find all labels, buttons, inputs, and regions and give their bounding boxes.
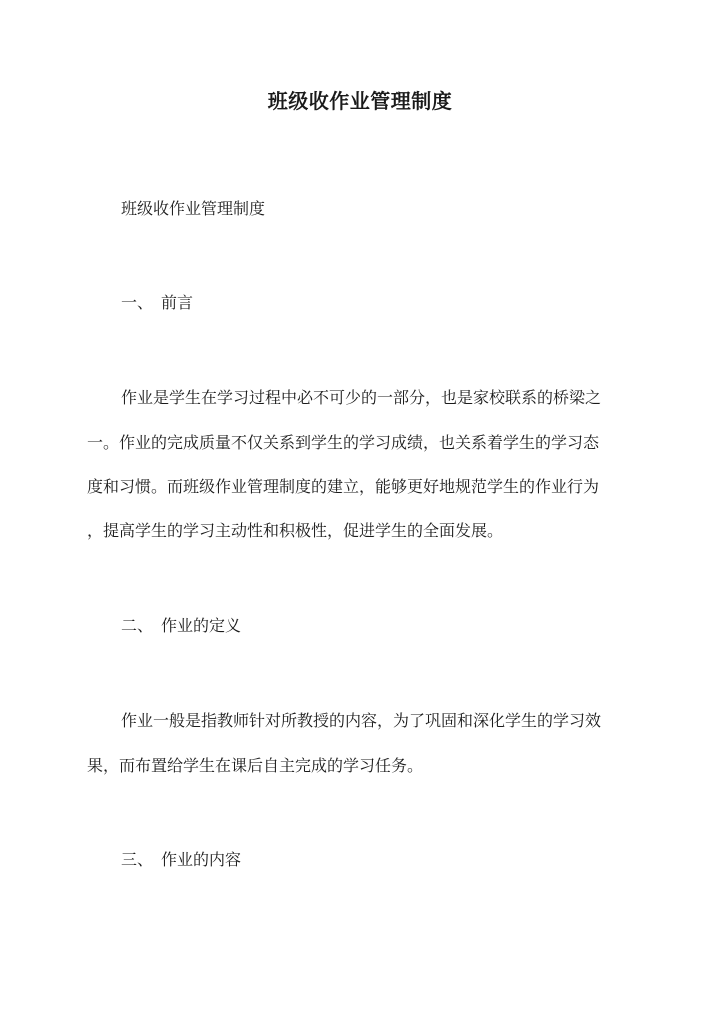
paragraph-line: 果，而布置给学生在课后自主完成的学习任务。 [87, 756, 424, 775]
paragraph-line: 度和习惯。而班级作业管理制度的建立，能够更好地规范学生的作业行为 [87, 477, 600, 496]
section-number-3: 三、 [121, 850, 154, 869]
section-heading-3 [121, 848, 241, 872]
section-title-1: 前言 [161, 293, 194, 312]
section-heading-1 [121, 291, 193, 315]
paragraph-line: 一。作业的完成质量不仅关系到学生的学习成绩，也关系着学生的学习态 [87, 433, 600, 452]
document-subtitle: 班级收作业管理制度 [121, 199, 266, 218]
section-heading-2 [121, 614, 241, 638]
paragraph-line: 作业一般是指教师针对所教授的内容，为了巩固和深化学生的学习效 [121, 711, 602, 730]
paragraph-line: 作业是学生在学习过程中必不可少的一部分，也是家校联系的桥梁之 [121, 388, 602, 407]
section-number-2: 二、 [121, 616, 154, 635]
section-title-2: 作业的定义 [161, 616, 242, 635]
section-number-1: 一、 [121, 293, 154, 312]
paragraph-line: ，提高学生的学习主动性和积极性，促进学生的全面发展。 [87, 521, 504, 540]
section-title-3: 作业的内容 [161, 850, 242, 869]
document-title: 班级收作业管理制度 [267, 89, 453, 113]
